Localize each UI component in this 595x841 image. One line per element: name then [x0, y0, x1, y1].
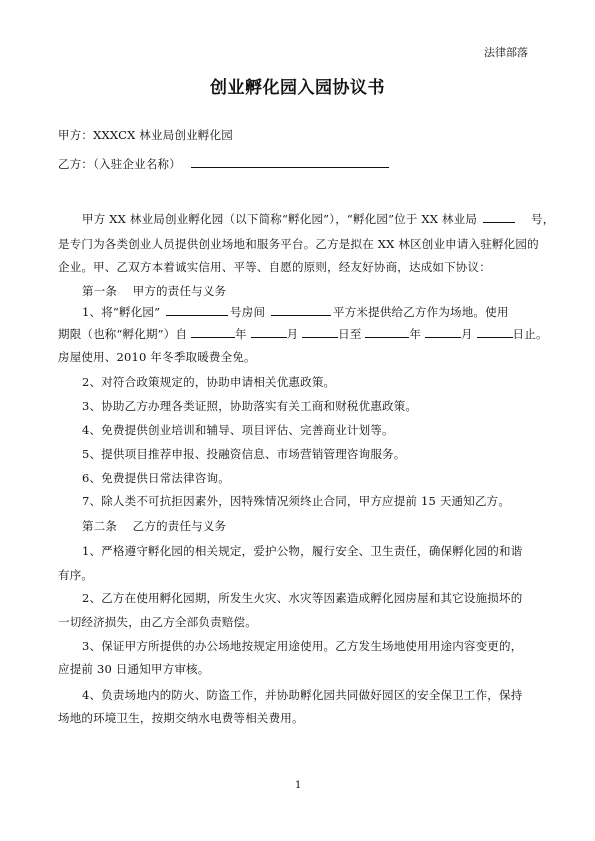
document-title: 创业孵化园入园协议书 [210, 78, 385, 98]
location-number-blank[interactable] [483, 211, 515, 223]
end-day-blank[interactable] [477, 326, 513, 338]
area-blank[interactable] [271, 304, 331, 316]
header-source-label: 法律部落 [484, 46, 528, 59]
article-1-item-7: 7、除人类不可抗拒因素外，因特殊情况须终止合同，甲方应提前 15 天通知乙方。 [82, 494, 511, 508]
article-2-item-1-line-1: 1、严格遵守孵化园的相关规定，爱护公物，履行安全、卫生责任，确保孵化园的和谐 [82, 544, 523, 558]
article-2-heading: 第二条 乙方的责任与义务 [82, 519, 227, 533]
start-day-blank[interactable] [302, 326, 338, 338]
article-2-item-1-line-2: 有序。 [58, 568, 94, 582]
page-number: 1 [295, 780, 302, 791]
article-2-item-2-line-2: 一切经济损失，由乙方全部负责赔偿。 [58, 615, 257, 629]
start-month-blank[interactable] [251, 326, 287, 338]
article-1-item-5: 5、提供项目推荐申报、投融资信息、市场营销管理咨询服务。 [82, 447, 406, 461]
party-a-label: 甲方： [58, 128, 94, 142]
article-1-item-4: 4、免费提供创业培训和辅导、项目评估、完善商业计划等。 [82, 423, 394, 437]
end-year-blank[interactable] [365, 326, 409, 338]
article-1-item-3: 3、协助乙方办理各类证照，协助落实有关工商和财税优惠政策。 [82, 399, 418, 413]
article-2-item-3-line-2: 应提前 30 日通知甲方审核。 [58, 662, 210, 676]
end-month-blank[interactable] [425, 326, 461, 338]
intro-line-2: 是专门为各类创业人员提供创业场地和服务平台。乙方是拟在 XX 林区创业申请入驻孵化园的 [58, 237, 539, 251]
intro-line-1: 甲方 XX 林业局创业孵化园（以下简称“孵化园”），“孵化园”位于 XX 林业局 号， [82, 212, 555, 226]
room-number-blank[interactable] [166, 304, 228, 316]
article-1-item-1-line-3: 房屋使用、2010 年冬季取暖费全免。 [58, 350, 256, 364]
article-1-heading: 第一条 甲方的责任与义务 [82, 284, 227, 298]
article-2-item-2-line-1: 2、乙方在使用孵化园期，所发生火灾、水灾等因素造成孵化园房屋和其它设施损坏的 [82, 591, 523, 605]
article-2-item-3-line-1: 3、保证甲方所提供的办公场地按规定用途使用。乙方发生场地使用用途内容变更的， [82, 639, 523, 653]
article-1-item-1-line-1: 1、将“孵化园” 号房间 平方米提供给乙方作为场地。使用 [82, 305, 509, 319]
article-2-item-4-line-1: 4、负责场地内的防火、防盗工作，并协助孵化园共同做好园区的安全保卫工作，保持 [82, 688, 523, 702]
party-b-line [58, 156, 389, 172]
article-1-item-1-line-2: 期限（也称“孵化期”）自 年 月 日至 年 月 日止。 [58, 327, 548, 341]
intro-line-3: 企业。甲、乙双方本着诚实信用、平等、自愿的原则，经友好协商，达成如下协议： [58, 260, 491, 274]
party-b-label: 乙方： [58, 157, 94, 171]
start-year-blank[interactable] [191, 326, 235, 338]
article-1-item-2: 2、对符合政策规定的，协助申请相关优惠政策。 [82, 375, 336, 389]
party-b-name-blank[interactable] [191, 156, 389, 168]
party-a-line [58, 127, 233, 143]
article-1-item-6: 6、免费提供日常法律咨询。 [82, 471, 230, 485]
party-a-name: XXXCX 林业局创业孵化园 [93, 128, 233, 142]
party-b-name: （入驻企业名称） [93, 157, 181, 171]
article-2-item-4-line-2: 场地的环境卫生，按期交纳水电费等相关费用。 [58, 711, 304, 725]
